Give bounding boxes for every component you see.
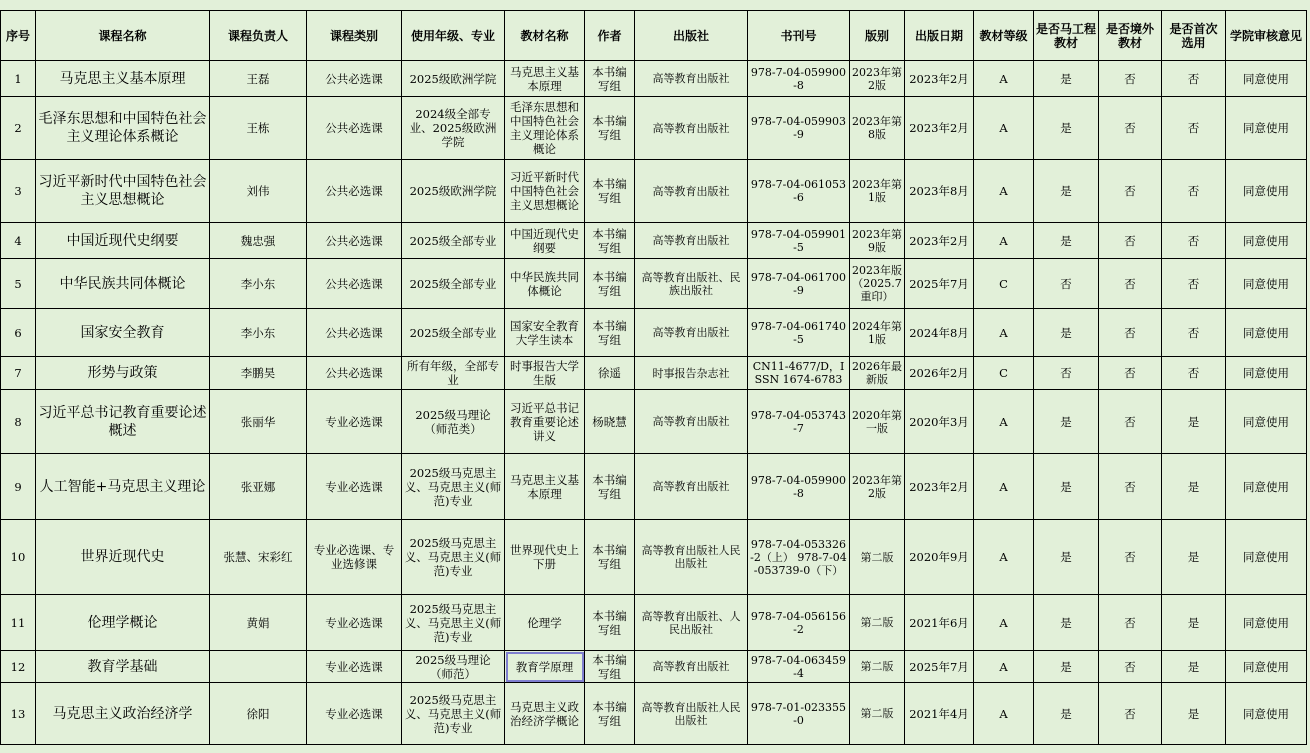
header-cell[interactable]: 出版社: [635, 11, 748, 61]
cell-publish-date[interactable]: 2021年4月: [905, 683, 974, 745]
cell-is-foreign[interactable]: 否: [1099, 651, 1162, 683]
cell-is-foreign[interactable]: 否: [1099, 683, 1162, 745]
cell-index[interactable]: 5: [1, 259, 36, 309]
cell-course-name[interactable]: 习近平新时代中国特色社会主义思想概论: [36, 160, 210, 223]
header-cell[interactable]: 教材名称: [505, 11, 585, 61]
cell-textbook-name[interactable]: 伦理学: [505, 595, 585, 651]
cell-is-first-use[interactable]: 否: [1162, 259, 1226, 309]
cell-author[interactable]: 本书编写组: [585, 520, 635, 595]
cell-author[interactable]: 本书编写组: [585, 683, 635, 745]
cell-grade-major[interactable]: 2024级全部专业、2025级欧洲学院: [402, 97, 505, 160]
cell-instructor[interactable]: 魏忠强: [210, 223, 307, 259]
cell-textbook-level[interactable]: C: [974, 357, 1034, 390]
cell-course-name[interactable]: 毛泽东思想和中国特色社会主义理论体系概论: [36, 97, 210, 160]
cell-is-first-use[interactable]: 是: [1162, 454, 1226, 520]
cell-isbn[interactable]: 978-7-01-023355-0: [748, 683, 850, 745]
header-cell[interactable]: 是否境外教材: [1099, 11, 1162, 61]
header-cell[interactable]: 作者: [585, 11, 635, 61]
cell-is-foreign[interactable]: 否: [1099, 454, 1162, 520]
cell-grade-major[interactable]: 2025级欧洲学院: [402, 61, 505, 97]
cell-is-foreign[interactable]: 否: [1099, 61, 1162, 97]
cell-index[interactable]: 9: [1, 454, 36, 520]
cell-grade-major[interactable]: 2025级马克思主义、马克思主义(师范)专业: [402, 683, 505, 745]
header-cell[interactable]: 教材等级: [974, 11, 1034, 61]
cell-instructor[interactable]: 黄娟: [210, 595, 307, 651]
cell-is-mgc[interactable]: 是: [1034, 595, 1099, 651]
cell-publisher[interactable]: 高等教育出版社: [635, 160, 748, 223]
cell-edition[interactable]: 第二版: [850, 683, 905, 745]
cell-course-type[interactable]: 专业必选课: [307, 454, 402, 520]
cell-textbook-name[interactable]: 国家安全教育大学生读本: [505, 309, 585, 357]
cell-edition[interactable]: 2023年第9版: [850, 223, 905, 259]
cell-isbn[interactable]: 978-7-04-059900-8: [748, 61, 850, 97]
cell-publish-date[interactable]: 2023年2月: [905, 97, 974, 160]
cell-index[interactable]: 12: [1, 651, 36, 683]
cell-textbook-level[interactable]: A: [974, 454, 1034, 520]
cell-is-mgc[interactable]: 是: [1034, 520, 1099, 595]
cell-instructor[interactable]: 王磊: [210, 61, 307, 97]
cell-isbn[interactable]: 978-7-04-059900-8: [748, 454, 850, 520]
cell-review-opinion[interactable]: 同意使用: [1226, 454, 1307, 520]
cell-isbn[interactable]: 978-7-04-059903-9: [748, 97, 850, 160]
cell-is-mgc[interactable]: 是: [1034, 160, 1099, 223]
cell-edition[interactable]: 2023年版（2025.7重印）: [850, 259, 905, 309]
cell-is-mgc[interactable]: 是: [1034, 223, 1099, 259]
cell-author[interactable]: 本书编写组: [585, 223, 635, 259]
cell-author[interactable]: 本书编写组: [585, 160, 635, 223]
cell-grade-major[interactable]: 2025级欧洲学院: [402, 160, 505, 223]
cell-publish-date[interactable]: 2023年2月: [905, 223, 974, 259]
cell-is-foreign[interactable]: 否: [1099, 97, 1162, 160]
cell-author[interactable]: 杨晓慧: [585, 390, 635, 454]
table-row: [1, 309, 1307, 357]
cell-course-type[interactable]: 公共必选课: [307, 97, 402, 160]
cell-course-name[interactable]: 人工智能+马克思主义理论: [36, 454, 210, 520]
cell-textbook-name[interactable]: 马克思主义政治经济学概论: [505, 683, 585, 745]
cell-textbook-level[interactable]: A: [974, 160, 1034, 223]
cell-isbn[interactable]: 978-7-04-061700-9: [748, 259, 850, 309]
cell-grade-major[interactable]: 2025级马克思主义、马克思主义(师范)专业: [402, 454, 505, 520]
cell-course-type[interactable]: 专业必选课: [307, 390, 402, 454]
cell-review-opinion[interactable]: 同意使用: [1226, 160, 1307, 223]
cell-instructor[interactable]: [210, 651, 307, 683]
cell-is-first-use[interactable]: 是: [1162, 390, 1226, 454]
cell-publisher[interactable]: 高等教育出版社: [635, 309, 748, 357]
table-row: [1, 61, 1307, 97]
table-row: [1, 259, 1307, 309]
cell-isbn[interactable]: 978-7-04-059901-5: [748, 223, 850, 259]
cell-review-opinion[interactable]: 同意使用: [1226, 97, 1307, 160]
cell-publisher[interactable]: 高等教育出版社: [635, 97, 748, 160]
cell-textbook-level[interactable]: C: [974, 259, 1034, 309]
table-row: [1, 357, 1307, 390]
cell-instructor[interactable]: 张慧、宋彩红: [210, 520, 307, 595]
cell-course-type[interactable]: 专业必选课: [307, 595, 402, 651]
cell-grade-major[interactable]: 2025级马克思主义、马克思主义(师范)专业: [402, 520, 505, 595]
cell-edition[interactable]: 第二版: [850, 520, 905, 595]
cell-author[interactable]: 本书编写组: [585, 97, 635, 160]
cell-course-name[interactable]: 国家安全教育: [36, 309, 210, 357]
cell-textbook-name[interactable]: 马克思主义基本原理: [505, 61, 585, 97]
cell-index[interactable]: 7: [1, 357, 36, 390]
cell-isbn[interactable]: 978-7-04-053743-7: [748, 390, 850, 454]
cell-publish-date[interactable]: 2023年8月: [905, 160, 974, 223]
cell-index[interactable]: 11: [1, 595, 36, 651]
cell-isbn[interactable]: 978-7-04-053326-2（上） 978-7-04-053739-0（下）: [748, 520, 850, 595]
cell-review-opinion[interactable]: 同意使用: [1226, 357, 1307, 390]
cell-course-name[interactable]: 形势与政策: [36, 357, 210, 390]
cell-author[interactable]: 本书编写组: [585, 309, 635, 357]
cell-instructor[interactable]: 王栋: [210, 97, 307, 160]
cell-instructor[interactable]: 李小东: [210, 309, 307, 357]
header-cell[interactable]: 学院审核意见: [1226, 11, 1307, 61]
cell-publish-date[interactable]: 2025年7月: [905, 259, 974, 309]
cell-textbook-name[interactable]: 习近平新时代中国特色社会主义思想概论: [505, 160, 585, 223]
cell-course-name[interactable]: 世界近现代史: [36, 520, 210, 595]
cell-course-name[interactable]: 伦理学概论: [36, 595, 210, 651]
cell-is-foreign[interactable]: 否: [1099, 595, 1162, 651]
cell-publisher[interactable]: 高等教育出版社、人民出版社: [635, 595, 748, 651]
cell-is-first-use[interactable]: 否: [1162, 357, 1226, 390]
cell-edition[interactable]: 2024年第1版: [850, 309, 905, 357]
cell-isbn[interactable]: 978-7-04-061740-5: [748, 309, 850, 357]
cell-edition[interactable]: 2023年第1版: [850, 160, 905, 223]
cell-textbook-level[interactable]: A: [974, 651, 1034, 683]
cell-textbook-level[interactable]: A: [974, 61, 1034, 97]
cell-course-type[interactable]: 公共必选课: [307, 259, 402, 309]
cell-isbn[interactable]: 978-7-04-061053-6: [748, 160, 850, 223]
cell-textbook-name[interactable]: 中华民族共同体概论: [505, 259, 585, 309]
header-cell[interactable]: 序号: [1, 11, 36, 61]
cell-is-first-use[interactable]: 否: [1162, 223, 1226, 259]
cell-is-foreign[interactable]: 否: [1099, 223, 1162, 259]
cell-course-name[interactable]: 习近平总书记教育重要论述概述: [36, 390, 210, 454]
cell-is-mgc[interactable]: 是: [1034, 651, 1099, 683]
cell-instructor[interactable]: 徐阳: [210, 683, 307, 745]
cell-review-opinion[interactable]: 同意使用: [1226, 520, 1307, 595]
cell-review-opinion[interactable]: 同意使用: [1226, 651, 1307, 683]
cell-is-mgc[interactable]: 是: [1034, 454, 1099, 520]
cell-is-foreign[interactable]: 否: [1099, 390, 1162, 454]
cell-textbook-name[interactable]: 世界现代史上下册: [505, 520, 585, 595]
header-cell[interactable]: 使用年级、专业: [402, 11, 505, 61]
cell-instructor[interactable]: 刘伟: [210, 160, 307, 223]
cell-is-foreign[interactable]: 否: [1099, 520, 1162, 595]
cell-is-first-use[interactable]: 否: [1162, 97, 1226, 160]
cell-course-type[interactable]: 专业必选课: [307, 683, 402, 745]
cell-publisher[interactable]: 高等教育出版社人民出版社: [635, 683, 748, 745]
cell-review-opinion[interactable]: 同意使用: [1226, 595, 1307, 651]
cell-review-opinion[interactable]: 同意使用: [1226, 61, 1307, 97]
cell-is-mgc[interactable]: 否: [1034, 357, 1099, 390]
cell-edition[interactable]: 2020年第一版: [850, 390, 905, 454]
cell-edition[interactable]: 第二版: [850, 651, 905, 683]
table-row: [1, 683, 1307, 745]
cell-course-name[interactable]: 中华民族共同体概论: [36, 259, 210, 309]
header-cell[interactable]: 是否首次选用: [1162, 11, 1226, 61]
cell-textbook-name[interactable]: 习近平总书记教育重要论述讲义: [505, 390, 585, 454]
cell-course-type[interactable]: 公共必选课: [307, 357, 402, 390]
cell-is-mgc[interactable]: 是: [1034, 683, 1099, 745]
header-cell[interactable]: 出版日期: [905, 11, 974, 61]
cell-publisher[interactable]: 时事报告杂志社: [635, 357, 748, 390]
cell-is-foreign[interactable]: 否: [1099, 357, 1162, 390]
cell-index[interactable]: 8: [1, 390, 36, 454]
header-row: [1, 11, 1307, 61]
cell-grade-major[interactable]: 2025级全部专业: [402, 309, 505, 357]
cell-publish-date[interactable]: 2026年2月: [905, 357, 974, 390]
cell-review-opinion[interactable]: 同意使用: [1226, 223, 1307, 259]
cell-instructor[interactable]: 张亚娜: [210, 454, 307, 520]
cell-isbn[interactable]: 978-7-04-063459-4: [748, 651, 850, 683]
cell-publish-date[interactable]: 2023年2月: [905, 61, 974, 97]
cell-course-name[interactable]: 马克思主义基本原理: [36, 61, 210, 97]
cell-review-opinion[interactable]: 同意使用: [1226, 309, 1307, 357]
cell-grade-major[interactable]: 2025级马理论（师范类）: [402, 390, 505, 454]
cell-author[interactable]: 本书编写组: [585, 61, 635, 97]
cell-is-first-use[interactable]: 否: [1162, 309, 1226, 357]
cell-index[interactable]: 3: [1, 160, 36, 223]
cell-course-name[interactable]: 教育学基础: [36, 651, 210, 683]
cell-textbook-name[interactable]: 中国近现代史纲要: [505, 223, 585, 259]
header-cell[interactable]: 版别: [850, 11, 905, 61]
cell-is-mgc[interactable]: 是: [1034, 309, 1099, 357]
table-row: [1, 595, 1307, 651]
table-row: [1, 97, 1307, 160]
cell-instructor[interactable]: 张丽华: [210, 390, 307, 454]
cell-edition[interactable]: 第二版: [850, 595, 905, 651]
cell-publisher[interactable]: 高等教育出版社: [635, 61, 748, 97]
cell-course-type[interactable]: 公共必选课: [307, 61, 402, 97]
cell-textbook-level[interactable]: A: [974, 520, 1034, 595]
cell-publish-date[interactable]: 2020年3月: [905, 390, 974, 454]
cell-publisher[interactable]: 高等教育出版社: [635, 651, 748, 683]
cell-review-opinion[interactable]: 同意使用: [1226, 683, 1307, 745]
cell-publisher[interactable]: 高等教育出版社: [635, 390, 748, 454]
cell-is-mgc[interactable]: 是: [1034, 97, 1099, 160]
cell-publish-date[interactable]: 2023年2月: [905, 454, 974, 520]
cell-is-mgc[interactable]: 是: [1034, 390, 1099, 454]
cell-index[interactable]: 4: [1, 223, 36, 259]
cell-grade-major[interactable]: 2025级全部专业: [402, 259, 505, 309]
cell-course-type[interactable]: 公共必选课: [307, 160, 402, 223]
cell-publish-date[interactable]: 2025年7月: [905, 651, 974, 683]
table-row: [1, 520, 1307, 595]
cell-is-foreign[interactable]: 否: [1099, 259, 1162, 309]
cell-review-opinion[interactable]: 同意使用: [1226, 390, 1307, 454]
cell-author[interactable]: 本书编写组: [585, 454, 635, 520]
cell-index[interactable]: 13: [1, 683, 36, 745]
cell-textbook-level[interactable]: A: [974, 223, 1034, 259]
cell-course-type[interactable]: 公共必选课: [307, 223, 402, 259]
cell-isbn[interactable]: 978-7-04-056156-2: [748, 595, 850, 651]
cell-publisher[interactable]: 高等教育出版社: [635, 454, 748, 520]
cell-publish-date[interactable]: 2024年8月: [905, 309, 974, 357]
cell-textbook-name[interactable]: 教育学原理: [505, 651, 585, 683]
cell-is-mgc[interactable]: 否: [1034, 259, 1099, 309]
cell-is-mgc[interactable]: 是: [1034, 61, 1099, 97]
cell-review-opinion[interactable]: 同意使用: [1226, 259, 1307, 309]
cell-author[interactable]: 本书编写组: [585, 651, 635, 683]
cell-textbook-level[interactable]: A: [974, 309, 1034, 357]
cell-edition[interactable]: 2023年第2版: [850, 61, 905, 97]
cell-isbn[interactable]: CN11-4677/D，ISSN 1674-6783: [748, 357, 850, 390]
header-cell[interactable]: 是否马工程教材: [1034, 11, 1099, 61]
cell-instructor[interactable]: 李小东: [210, 259, 307, 309]
cell-course-type[interactable]: 公共必选课: [307, 309, 402, 357]
cell-is-first-use[interactable]: 是: [1162, 520, 1226, 595]
table-row: [1, 223, 1307, 259]
table-row: [1, 390, 1307, 454]
cell-textbook-level[interactable]: A: [974, 97, 1034, 160]
cell-edition[interactable]: 2026年最新版: [850, 357, 905, 390]
cell-textbook-name[interactable]: 时事报告大学生版: [505, 357, 585, 390]
cell-index[interactable]: 2: [1, 97, 36, 160]
cell-is-first-use[interactable]: 是: [1162, 651, 1226, 683]
cell-instructor[interactable]: 李鹏昊: [210, 357, 307, 390]
cell-grade-major[interactable]: 2025级马克思主义、马克思主义(师范)专业: [402, 595, 505, 651]
textbook-table: [0, 10, 1307, 745]
cell-is-first-use[interactable]: 是: [1162, 595, 1226, 651]
table-row: [1, 160, 1307, 223]
cell-edition[interactable]: 2023年第8版: [850, 97, 905, 160]
cell-textbook-level[interactable]: A: [974, 683, 1034, 745]
cell-publisher[interactable]: 高等教育出版社人民出版社: [635, 520, 748, 595]
cell-grade-major[interactable]: 2025级全部专业: [402, 223, 505, 259]
cell-index[interactable]: 10: [1, 520, 36, 595]
table-row: [1, 454, 1307, 520]
cell-author[interactable]: 本书编写组: [585, 595, 635, 651]
cell-is-foreign[interactable]: 否: [1099, 309, 1162, 357]
cell-author[interactable]: 徐遥: [585, 357, 635, 390]
table-row: [1, 651, 1307, 683]
cell-is-first-use[interactable]: 否: [1162, 61, 1226, 97]
cell-grade-major[interactable]: 2025级马理论（师范）: [402, 651, 505, 683]
header-cell[interactable]: 书刊号: [748, 11, 850, 61]
cell-course-type[interactable]: 专业必选课: [307, 651, 402, 683]
cell-textbook-name[interactable]: 马克思主义基本原理: [505, 454, 585, 520]
cell-publisher[interactable]: 高等教育出版社: [635, 223, 748, 259]
cell-textbook-level[interactable]: A: [974, 390, 1034, 454]
header-cell[interactable]: 课程负责人: [210, 11, 307, 61]
cell-publish-date[interactable]: 2020年9月: [905, 520, 974, 595]
cell-index[interactable]: 1: [1, 61, 36, 97]
cell-publisher[interactable]: 高等教育出版社、民族出版社: [635, 259, 748, 309]
cell-grade-major[interactable]: 所有年级，全部专业: [402, 357, 505, 390]
cell-course-name[interactable]: 马克思主义政治经济学: [36, 683, 210, 745]
cell-course-name[interactable]: 中国近现代史纲要: [36, 223, 210, 259]
header-cell[interactable]: 课程类别: [307, 11, 402, 61]
header-cell[interactable]: 课程名称: [36, 11, 210, 61]
cell-course-type[interactable]: 专业必选课、专业选修课: [307, 520, 402, 595]
cell-is-foreign[interactable]: 否: [1099, 160, 1162, 223]
cell-author[interactable]: 本书编写组: [585, 259, 635, 309]
cell-textbook-name[interactable]: 毛泽东思想和中国特色社会主义理论体系概论: [505, 97, 585, 160]
cell-publish-date[interactable]: 2021年6月: [905, 595, 974, 651]
cell-is-first-use[interactable]: 否: [1162, 160, 1226, 223]
cell-is-first-use[interactable]: 是: [1162, 683, 1226, 745]
cell-edition[interactable]: 2023年第2版: [850, 454, 905, 520]
cell-textbook-level[interactable]: A: [974, 595, 1034, 651]
cell-index[interactable]: 6: [1, 309, 36, 357]
